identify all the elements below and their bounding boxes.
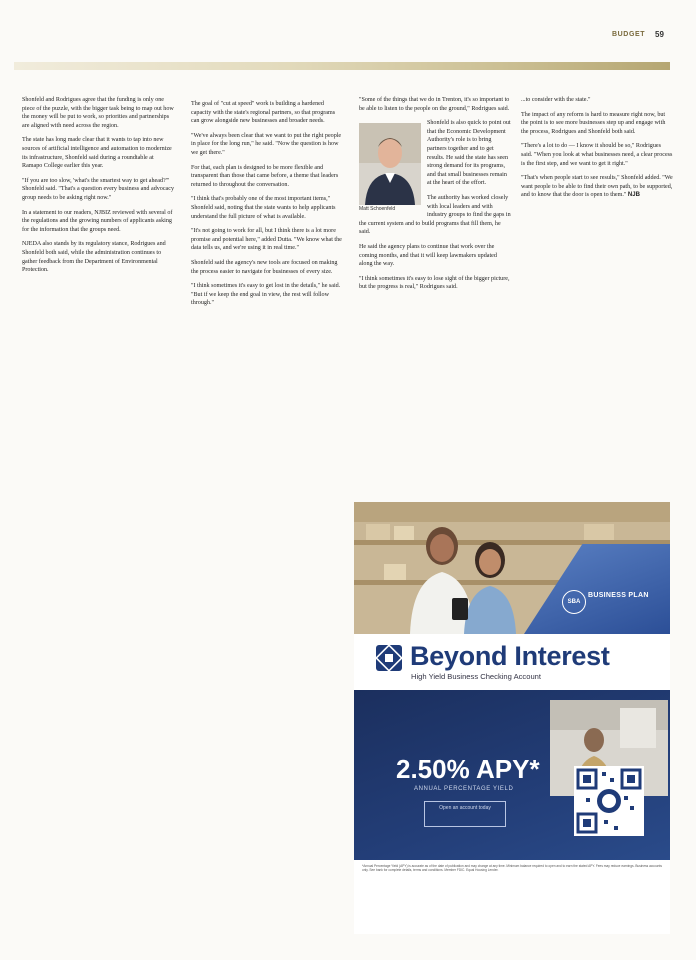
paragraph: "I think that's probably one of the most important items," Shonfeld said, noting that the state wants to help applicants understand the full picture of what is available.	[191, 196, 336, 220]
paragraph: The impact of any reform is hard to measure right now, but the point is to see more businesses step up and engage with the process, Rodrigues and Shonfeld both said.	[521, 111, 666, 135]
bank-logo-icon	[376, 645, 402, 671]
apy-label: ANNUAL PERCENTAGE YIELD	[414, 786, 514, 792]
paragraph: "If you are too slow, 'what's the smartest way to get ahead?'" Shonfeld said. "That's a question every business and advocacy group needs to be asking right now."	[22, 177, 174, 201]
paragraph: He said the agency plans to continue that work over the coming months, and that it will keep lawmakers updated along the way.	[359, 243, 497, 268]
headshot-photo	[359, 123, 421, 213]
ad-headline: Beyond Interest	[410, 641, 610, 671]
paragraph: Shonfeld is also quick to point out that the Economic Development Authority's role is to bring partners together and to get results. He said the state has seen strong demand for its programs, and that small businesses remain at the heart of the effort.	[427, 120, 511, 187]
page-header	[0, 0, 696, 70]
article-column-4	[521, 96, 673, 206]
headshot-image	[359, 123, 421, 205]
end-mark: NJB	[627, 192, 640, 199]
photo-wrap	[359, 119, 511, 243]
paragraph: The state has long made clear that it wants to tap into new sources of artificial intelligence and automation to modernize its infrastructure, Shonfeld said during a roundtable at Ramapo College earlier this year.	[22, 137, 172, 170]
paragraph: "There's a lot to do — I know it should be so," Rodrigues said. "When you look at what businesses need, a clear process is the first step, and we want to get it right."	[521, 143, 673, 167]
article-column-3	[359, 96, 511, 298]
paragraph: "I think sometimes it's easy to get lost in the details," he said. "But if we keep the end goal in view, the rest will follow through."	[191, 283, 341, 307]
paragraph	[521, 174, 673, 200]
ad-subheadline: High Yield Business Checking Account	[411, 672, 542, 681]
paragraph: "Some of the things that we do in Trenton, it's so important to be able to listen to the people on the ground," Rodrigues said.	[359, 97, 510, 112]
paragraph: The authority has worked closely with local leaders and with industry groups to find the gaps in the current system and to build programs that fill them, he said.	[359, 194, 511, 236]
apy-rate: 2.50% APY*	[396, 754, 540, 784]
paragraph: ...to consider with the state."	[521, 97, 591, 103]
qr-code[interactable]	[574, 766, 644, 836]
paragraph: "We've always been clear that we want to put the right people in place for the long run," he said. "Now the question is how we get there."	[191, 132, 342, 156]
article-column-2	[191, 100, 343, 314]
paragraph: Shonfeld and Rodrigues agree that the funding is only one piece of the puzzle, with the bigger task being to map out how the money will be put to work, so priorities and partnerships are aligned with need across the region.	[22, 97, 174, 129]
article-column-1	[22, 96, 174, 281]
paragraph: "It's not going to work for all, but I think there is a lot more promise and potential here," added Dutta. "We know what the data tells us, and we're using it in real time."	[191, 228, 342, 252]
paragraph: Shonfeld said the agency's new tools are focused on making the process easier to navigate for businesses of every size.	[191, 259, 338, 275]
ad-fine-print: *Annual Percentage Yield (APY) is accurate as of the date of publication and may change at any time. Minimum balance required to open and to earn the stated APY. Fees may reduce earnings. Business accounts only. See bank for complete details, terms and conditions. Member FDIC. Equal Housing Lender.	[362, 864, 662, 873]
badge-text: BUSINESS PLAN	[588, 592, 649, 599]
paragraph-text: "That's when people start to see results," Shonfeld added. "We want people to be able to find their own path, to be supported, and to know that the door is open to them."	[521, 175, 673, 199]
photo-caption: Matt Schoenfeld	[359, 206, 396, 213]
page-number: 59	[655, 30, 664, 39]
open-account-button[interactable]: Open an account today	[424, 801, 506, 827]
section-label: BUDGET	[612, 31, 646, 38]
paragraph: The goal of "cut at speed" work is building a hardened capacity with the state's regional partners, so that programs can grow alongside new businesses and broader needs.	[191, 101, 336, 125]
sba-badge-icon: SBA	[562, 590, 586, 614]
paragraph: In a statement to our readers, NJBIZ reviewed with several of the regulations and the growing numbers of applicants asking for the information that the groups need.	[22, 209, 173, 233]
paragraph: NJEDA also stands by its regulatory stance, Rodrigues and Shonfeld both said, while the administration continues to gather feedback from the Department of Environmental Protection.	[22, 241, 166, 274]
bank-advertisement[interactable]	[354, 502, 670, 934]
paragraph: "I think sometimes it's easy to lose sight of the bigger picture, but the progress is real," Rodrigues said.	[359, 275, 510, 291]
paragraph: For that, each plan is designed to be more flexible and transparent than those that came before, a theme that leaders returned to throughout the conversation.	[191, 164, 339, 188]
header-rule	[14, 62, 670, 70]
